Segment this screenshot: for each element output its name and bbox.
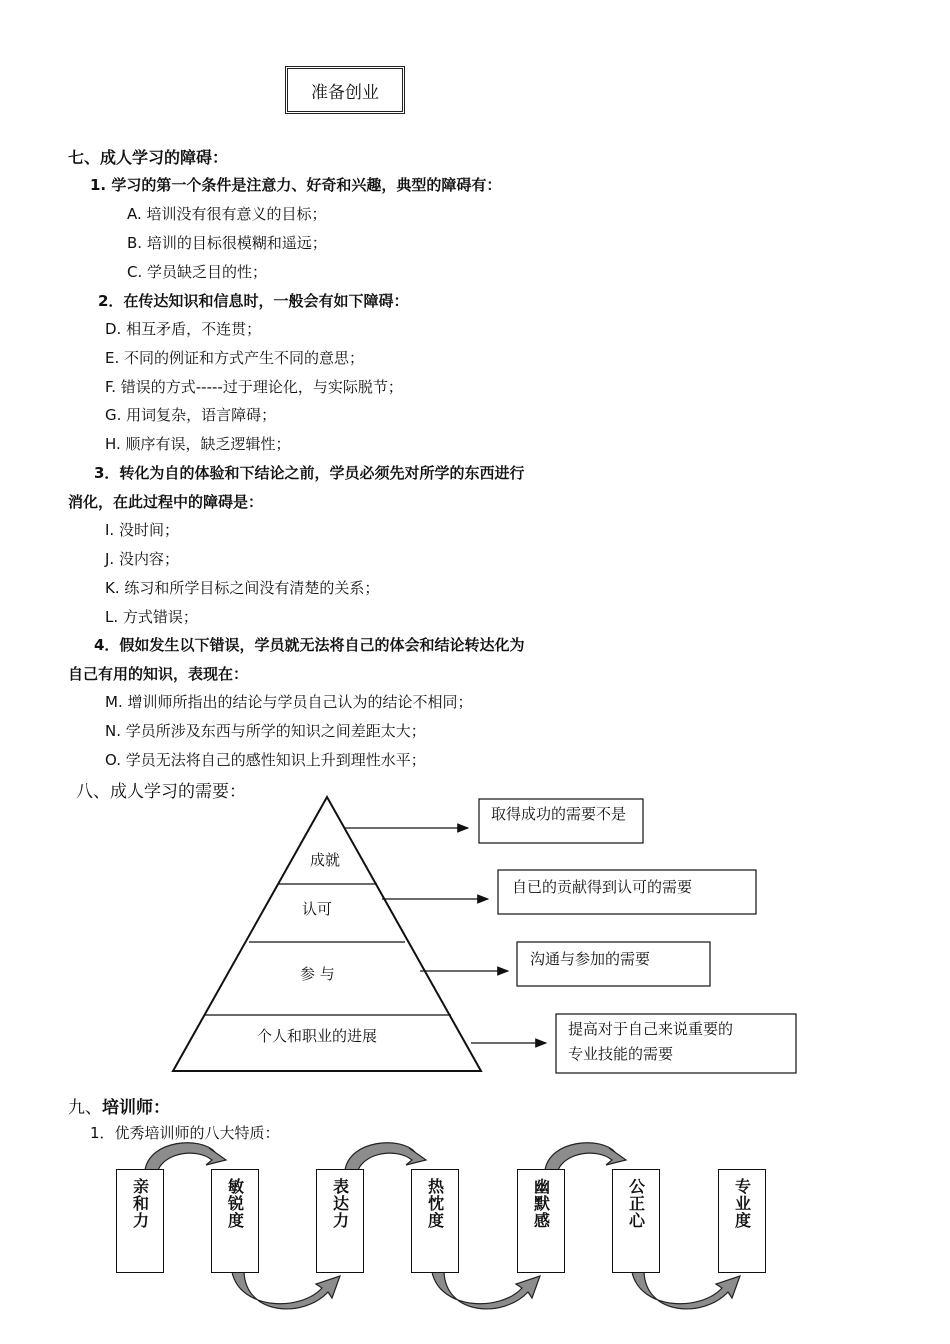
trait-box: 专业度 bbox=[718, 1169, 766, 1273]
curved-arrow-bottom bbox=[232, 1272, 340, 1309]
trait-box: 幽默感 bbox=[517, 1169, 565, 1273]
list-item: C. 学员缺乏目的性； bbox=[127, 263, 268, 281]
section-9-sub: 1．优秀培训师的八大特质： bbox=[90, 1124, 280, 1142]
list-item: M. 增训师所指出的结论与学员自己认为的结论不相同； bbox=[105, 693, 473, 711]
curved-arrow-bottom bbox=[632, 1272, 740, 1309]
pyramid-level: 认可 bbox=[302, 900, 333, 918]
list-item: L. 方式错误； bbox=[105, 608, 198, 626]
need-text: 提高对于自己来说重要的 bbox=[568, 1020, 734, 1038]
trait-box: 敏锐度 bbox=[211, 1169, 259, 1273]
need-text: 沟通与参加的需要 bbox=[530, 950, 651, 968]
need-text: 取得成功的需要不是 bbox=[491, 805, 627, 823]
trait-box: 亲和力 bbox=[116, 1169, 164, 1273]
list-item: D. 相互矛盾，不连贯； bbox=[105, 320, 262, 338]
section-7-point-3: 3．转化为自的体验和下结论之前，学员必须先对所学的东西进行 bbox=[94, 464, 525, 482]
list-item: H. 顺序有误，缺乏逻辑性； bbox=[105, 435, 291, 453]
section-7-point-3-cont: 消化，在此过程中的障碍是： bbox=[68, 493, 264, 511]
section-7-point-4: 4．假如发生以下错误，学员就无法将自己的体会和结论转达化为 bbox=[94, 636, 525, 654]
list-item: A. 培训没有很有意义的目标； bbox=[127, 205, 327, 223]
curved-arrow-top bbox=[345, 1143, 426, 1170]
section-9-heading bbox=[68, 1093, 170, 1118]
pyramid-level: 个人和职业的进展 bbox=[257, 1027, 378, 1045]
trait-box: 公正心 bbox=[612, 1169, 660, 1273]
list-item: O. 学员无法将自己的感性知识上升到理性水平； bbox=[105, 751, 426, 769]
title-box: 准备创业 bbox=[285, 66, 405, 114]
section-7-point-1: 1. 学习的第一个条件是注意力、好奇和兴趣，典型的障碍有： bbox=[90, 176, 502, 194]
section-9-title: 培训师： bbox=[102, 1098, 170, 1118]
curved-arrow-bottom bbox=[432, 1272, 540, 1309]
curved-arrow-top bbox=[545, 1143, 626, 1170]
list-item: E. 不同的例证和方式产生不同的意思； bbox=[105, 349, 365, 367]
curved-arrow-top bbox=[145, 1143, 226, 1170]
list-item: N. 学员所涉及东西与所学的知识之间差距太大； bbox=[105, 722, 426, 740]
section-8-heading: 八、成人学习的需要： bbox=[76, 782, 246, 802]
list-item: K. 练习和所学目标之间没有清楚的关系； bbox=[105, 579, 380, 597]
list-item: I. 没时间； bbox=[105, 521, 179, 539]
pyramid-level: 参 与 bbox=[300, 965, 335, 983]
section-7-point-2: 2．在传达知识和信息时，一般会有如下障碍： bbox=[98, 292, 409, 310]
section-9-prefix: 九、 bbox=[68, 1098, 102, 1118]
section-7-point-4-cont: 自己有用的知识，表现在： bbox=[68, 665, 249, 683]
list-item: B. 培训的目标很模糊和遥远； bbox=[127, 234, 327, 252]
list-item: J. 没内容； bbox=[105, 550, 179, 568]
list-item: F. 错误的方式-----过于理论化，与实际脱节； bbox=[105, 378, 403, 396]
pyramid-level: 成就 bbox=[310, 851, 341, 869]
section-7-heading: 七、成人学习的障碍： bbox=[68, 148, 229, 167]
trait-box: 热忱度 bbox=[411, 1169, 459, 1273]
need-text: 专业技能的需要 bbox=[568, 1045, 674, 1063]
need-text: 自已的贡献得到认可的需要 bbox=[512, 878, 693, 896]
list-item: G. 用词复杂，语言障碍； bbox=[105, 406, 277, 424]
trait-box: 表达力 bbox=[316, 1169, 364, 1273]
